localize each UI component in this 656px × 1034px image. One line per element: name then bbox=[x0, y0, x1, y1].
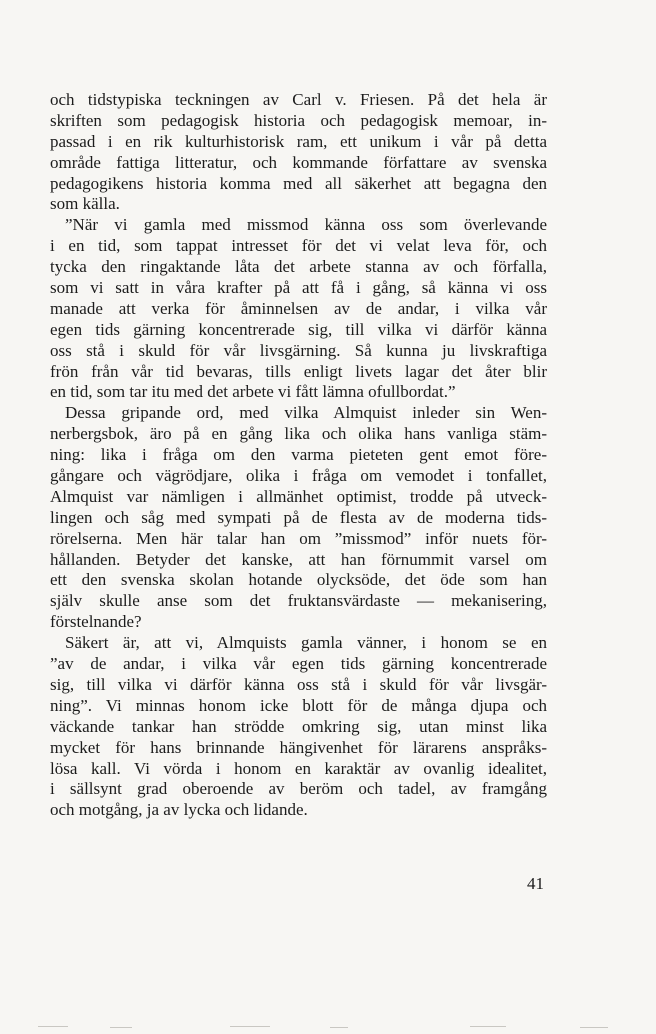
text-line: i sällsynt grad oberoende av beröm och tadel, av framgång bbox=[50, 779, 547, 799]
scan-edge-specks bbox=[0, 1020, 656, 1034]
page-number: 41 bbox=[527, 874, 544, 893]
text-line: ning: lika i fråga om den varma pieteten gent emot före- bbox=[50, 445, 547, 465]
text-line: lösa kall. Vi vörda i honom en karaktär av ovanlig idealitet, bbox=[50, 758, 547, 778]
text-line: ”När vi gamla med missmod känna oss som överlevande bbox=[65, 215, 547, 235]
text-line: själv skulle anse som det fruktansvärdaste — mekanisering, bbox=[50, 591, 547, 611]
text-line: och tidstypiska teckningen av Carl v. Friesen. På det hela är bbox=[50, 90, 547, 109]
text-line: egen tids gärning koncentrerade sig, till vilka vi därför känna bbox=[50, 319, 547, 339]
text-line: en tid, som tar itu med det arbete vi fått lämna ofullbordat.” bbox=[50, 382, 456, 402]
text-line: väckande tankar han strödde omkring sig, utan minst lika bbox=[50, 716, 547, 736]
text-line: hållanden. Betyder det kanske, att han förnummit varsel om bbox=[50, 549, 547, 569]
text-line: Dessa gripande ord, med vilka Almquist inleder sin Wen- bbox=[65, 403, 547, 423]
text-line: skriften som pedagogisk historia och pedagogisk memoar, in- bbox=[50, 110, 547, 130]
text-line: och motgång, ja av lycka och lidande. bbox=[50, 800, 308, 820]
text-line: ett den svenska skolan hotande olycksöde, det öde som han bbox=[50, 570, 547, 590]
text-line: frön från vår tid bevaras, tills enligt livets lagar det åter blir bbox=[50, 361, 547, 381]
text-line: passad i en rik kulturhistorisk ram, ett unikum i vår på detta bbox=[50, 131, 547, 151]
paragraph bbox=[50, 215, 547, 403]
text-line: som vi satt in våra krafter på att få i gång, så känna vi oss bbox=[50, 278, 547, 298]
text-line: lingen och såg med sympati på de flesta av de moderna tids- bbox=[50, 507, 547, 527]
text-line: sig, till vilka vi därför känna oss stå i skuld för vår livsgär- bbox=[50, 674, 547, 694]
text-line: område fattiga litteratur, och kommande författare av svenska bbox=[50, 152, 547, 172]
text-line: oss stå i skuld för vår livsgärning. Så kunna ju livskraftiga bbox=[50, 340, 547, 360]
text-line: manade att verka för åminnelsen av de andar, i vilka vår bbox=[50, 298, 547, 318]
text-line: nerbergsbok, äro på en gång lika och olika hans vanliga stäm- bbox=[50, 424, 547, 444]
text-line: mycket för hans brinnande hängivenhet för lärarens anspråks- bbox=[50, 737, 547, 757]
paragraph bbox=[50, 90, 547, 215]
page-body bbox=[50, 90, 547, 821]
text-line: Almquist var nämligen i allmänhet optimist, trodde på utveck- bbox=[50, 486, 547, 506]
text-line: pedagogikens historia komma med all säkerhet att begagna den bbox=[50, 173, 547, 193]
text-line: tycka den ringaktande låta det arbete stanna av och förfalla, bbox=[50, 257, 547, 277]
paragraph bbox=[50, 633, 547, 821]
text-line: rörelserna. Men här talar han om ”missmod” inför nuets för- bbox=[50, 528, 547, 548]
text-line: förstelnande? bbox=[50, 612, 142, 632]
text-line: ning”. Vi minnas honom icke blott för de många djupa och bbox=[50, 695, 547, 715]
text-line: Säkert är, att vi, Almquists gamla vänner, i honom se en bbox=[65, 633, 547, 653]
text-line: som källa. bbox=[50, 194, 120, 214]
paragraph bbox=[50, 403, 547, 633]
text-line: ”av de andar, i vilka vår egen tids gärning koncentrerade bbox=[50, 654, 547, 674]
text-line: i en tid, som tappat intresset för det vi velat leva för, och bbox=[50, 236, 547, 256]
text-line: gångare och vägrödjare, olika i fråga om vemodet i tonfallet, bbox=[50, 466, 547, 486]
